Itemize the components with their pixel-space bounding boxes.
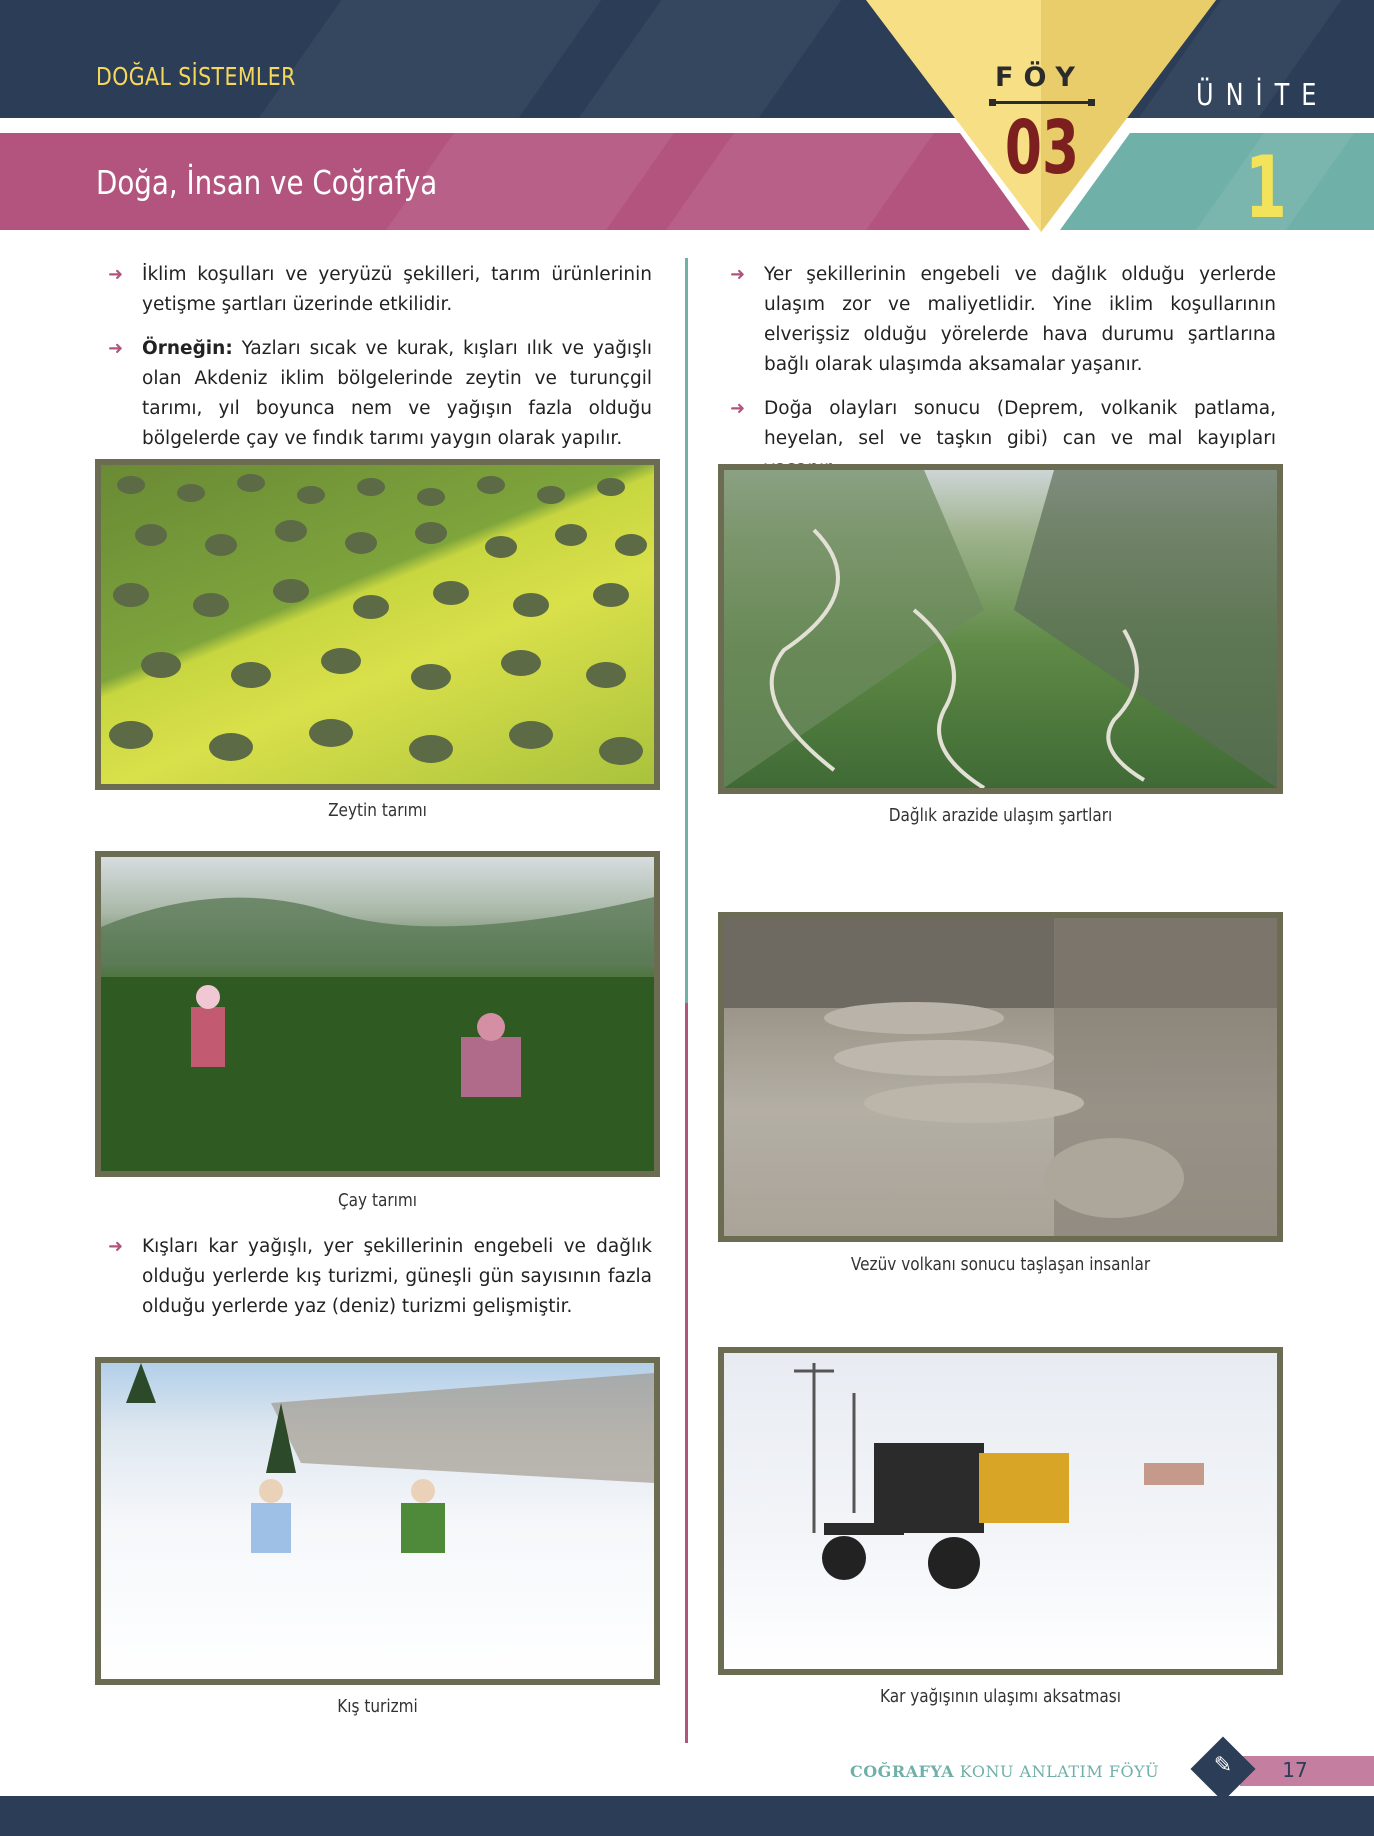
snow-plow-drawing [724,1353,1277,1669]
valley-road-drawing [724,470,1277,788]
caption-tea: Çay tarımı [337,1190,418,1211]
photo-pompeii [718,912,1283,1242]
caption-ski: Kış turizmi [337,1696,418,1717]
ski-slope-drawing [101,1363,654,1679]
foy-label: FÖY [995,62,1085,93]
unit-label: ÜNİTE [1196,78,1329,113]
tea-field-drawing [101,857,654,1171]
photo-tea-harvest [95,851,660,1177]
left-bullet-example: ➜ Örneğin: Yazları sıcak ve kurak, kışları ılık ve yağışlı olan Akdeniz iklim bölgelerinde zeytin ve turunçgil tarımı, yıl boyunca nem ve yağışın fazla olduğu bölgelerde çay ve fındık tarımı yaygın olarak yapılır. [142,334,652,454]
footer-band [0,1796,1374,1836]
arrow-icon: ➜ [108,264,124,285]
page-number: 17 [1282,1758,1308,1782]
olive-trees-drawing [101,465,654,784]
footer-title: COĞRAFYA KONU ANLATIM FÖYÜ [850,1762,1160,1781]
caption-olive: Zeytin tarımı [328,800,427,821]
foy-number: 03 [1004,105,1080,191]
section-label: DOĞAL SİSTEMLER [96,62,296,91]
page-title: Doğa, İnsan ve Coğrafya [96,163,438,202]
caption-mountain-road: Dağlık arazide ulaşım şartları [888,805,1113,826]
unit-number: 1 [1244,138,1287,238]
arrow-icon: ➜ [730,264,746,285]
foy-divider [992,101,1092,104]
column-divider-bottom [685,1003,688,1743]
caption-snow-plow: Kar yağışının ulaşımı aksatması [879,1686,1122,1707]
right-bullet-transport: ➜ Yer şekillerinin engebeli ve dağlık olduğu yerlerde ulaşım zor ve maliyetlidir. Yine iklim koşullarının elverişsiz olduğu yörelerde hava durumu şartlarına bağlı olarak ulaşımda aksamalar yaşanır. [764,260,1276,380]
left-bullet-climate: ➜ İklim koşulları ve yeryüzü şekilleri, tarım ürünlerinin yetişme şartları üzerinde etkilidir. [142,260,652,320]
arrow-icon: ➜ [108,338,124,359]
photo-olive-grove [95,459,660,790]
example-label: Örneğin: [142,338,233,359]
right-bullet-disasters: ➜ Doğa olayları sonucu (Deprem, volkanik patlama, heyelan, sel ve taşkın gibi) can ve mal kayıpları [764,394,1276,484]
unit-band [1060,133,1374,230]
column-divider-top [685,258,688,1003]
arrow-icon: ➜ [108,1236,124,1257]
photo-ski-tourism [95,1357,660,1685]
notebook-icon: ✎ [1213,1753,1233,1778]
pompeii-drawing [724,918,1277,1236]
caption-pompeii: Vezüv volkanı sonucu taşlaşan insanlar [850,1254,1151,1275]
photo-snow-plow [718,1347,1283,1675]
left-bullet-tourism: ➜ Kışları kar yağışlı, yer şekillerinin engebeli ve dağlık olduğu yerlerde kış turizmi, güneşli gün sayısının fazla olduğu yerlerde yaz (deniz) turizmi gelişmiştir. [142,1232,652,1322]
photo-mountain-road [718,464,1283,794]
arrow-icon: ➜ [730,398,746,419]
